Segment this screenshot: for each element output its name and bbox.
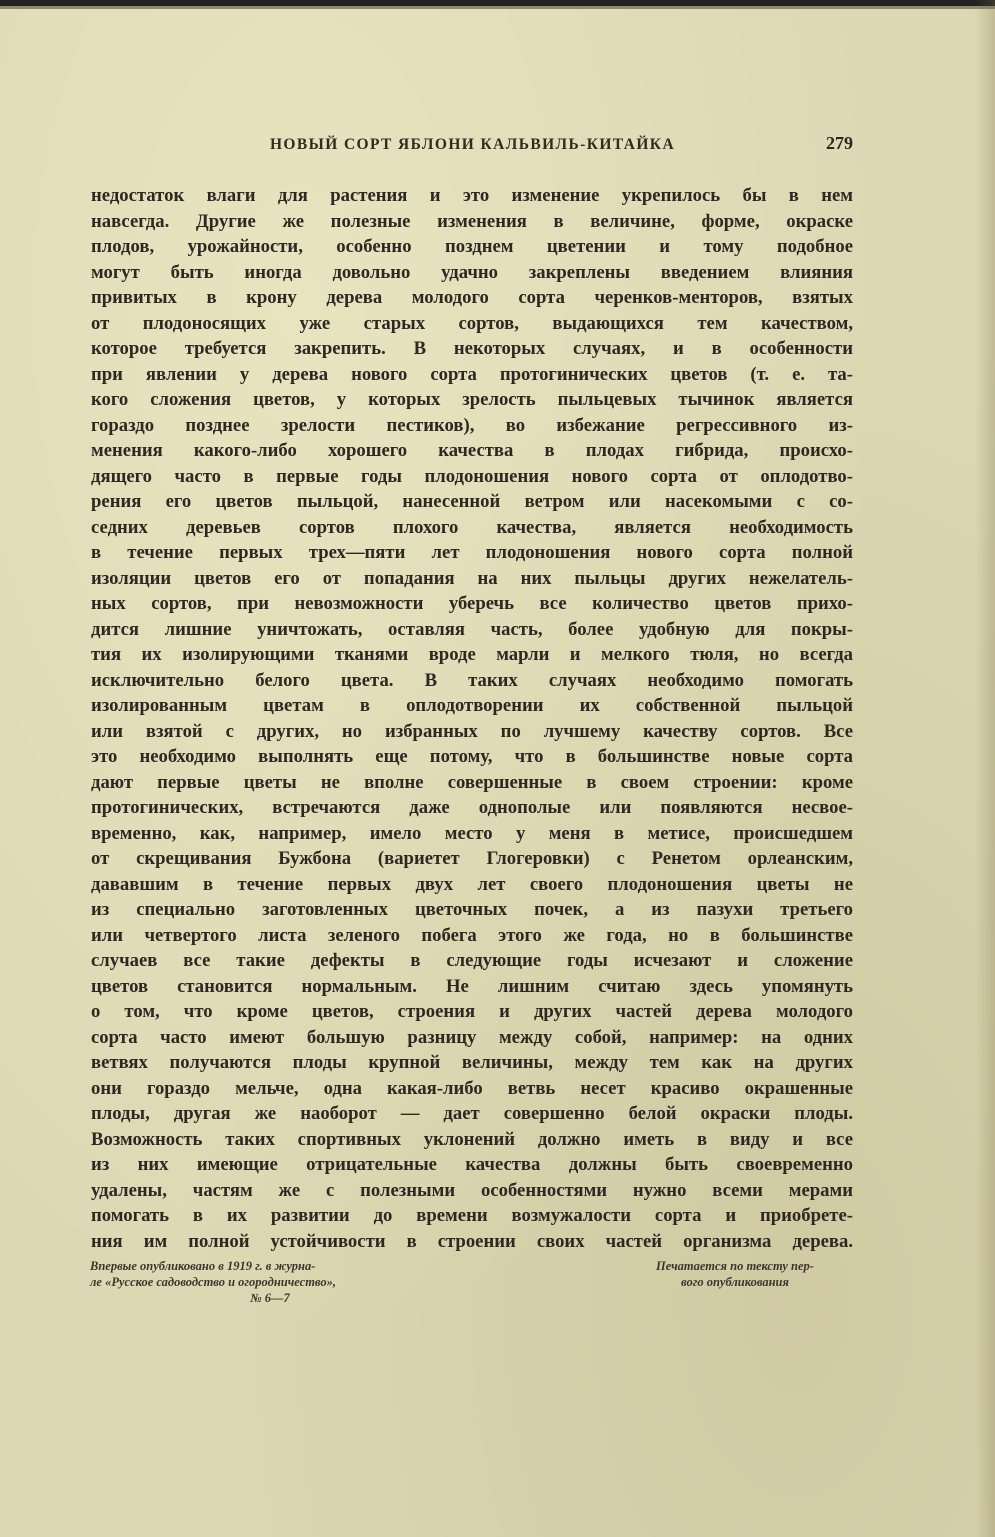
text-line: Возможность таких спортивных уклонений должно иметь в виду и все — [91, 1128, 853, 1150]
text-line: дящего часто в первые годы плодоношения нового сорта от оплодотво- — [91, 465, 853, 487]
text-line: привитых в крону дерева молодого сорта черенков-менторов, взятых — [91, 287, 853, 308]
text-line: менения какого-либо хорошего качества в плодах гибрида, происхо- — [91, 440, 853, 461]
page-number: 279 — [826, 133, 853, 153]
text-line: исключительно белого цвета. В таких случаях необходимо помогать — [91, 669, 853, 691]
text-line: которое требуется закрепить. В некоторых случаях, и в особенности — [91, 338, 853, 359]
text-line: рения его цветов пыльцой, нанесенной ветром или насекомыми с со- — [91, 491, 853, 512]
source-note-line-1: Печатается по тексту пер- — [656, 1259, 814, 1273]
text-line: случаев все такие дефекты в следующие годы исчезают и сложение — [91, 950, 853, 971]
text-line: сорта часто имеют большую разницу между собой, например: на одних — [91, 1026, 853, 1048]
publication-note — [90, 1258, 450, 1306]
body-text — [91, 183, 853, 1254]
text-line: седних деревьев сортов плохого качества, является необходимость — [91, 516, 853, 538]
text-line: или взятой с других, но избранных по лучшему качеству сортов. Все — [91, 720, 853, 742]
publication-note-line-1: Впервые опубликовано в 1919 г. в журна- — [90, 1259, 316, 1273]
text-line: изолированным цветам в оплодотворении их собственной пыльцой — [91, 695, 853, 716]
text-line: о том, что кроме цветов, строения и других частей дерева молодого — [91, 1001, 853, 1022]
text-line: от плодоносящих уже старых сортов, выдающихся тем качеством, — [91, 312, 853, 334]
text-line: могут быть иногда довольно удачно закреплены введением влияния — [91, 261, 853, 283]
text-line: недостаток влаги для растения и это изменение укрепилось бы в нем — [91, 185, 853, 206]
text-line: или четвертого листа зеленого побега этого же года, но в большинстве — [91, 924, 853, 946]
text-line: ветвях получаются плоды крупной величины, между тем как на других — [91, 1052, 853, 1073]
text-line: дававшим в течение первых двух лет своего плодоношения цветы не — [91, 873, 853, 895]
scan-top-shadow — [0, 6, 995, 9]
text-line: временно, как, например, имело место у меня в метисе, происшедшем — [91, 822, 853, 844]
text-line: цветов становится нормальным. Не лишним считаю здесь упомянуть — [91, 975, 853, 997]
text-line: кого сложения цветов, у которых зрелость пыльцевых тычинок является — [91, 389, 853, 410]
text-line: тия их изолирующими тканями вроде марли и мелкого тюля, но всегда — [91, 644, 853, 665]
text-line: при явлении у дерева нового сорта протогинических цветов (т. е. та- — [91, 363, 853, 385]
text-line: удалены, частям же с полезными особенностями нужно всеми мерами — [91, 1179, 853, 1201]
text-line: плодов, урожайности, особенно позднем цветении и тому подобное — [91, 236, 853, 257]
text-line: это необходимо выполнять еще потому, что в большинстве новые сорта — [91, 746, 853, 767]
text-line: плоды, другая же наоборот — дает совершенно белой окраски плоды. — [91, 1103, 853, 1124]
text-line: в течение первых трех—пяти лет плодоношения нового сорта полной — [91, 542, 853, 563]
page-right-edge-shadow — [975, 0, 995, 1537]
text-line: изоляции цветов его от попадания на них пыльцы других нежелатель- — [91, 567, 853, 589]
publication-note-line-3: № 6—7 — [250, 1291, 290, 1305]
text-line: гораздо позднее зрелости пестиков), во избежание регрессивного из- — [91, 414, 853, 436]
text-line: дают первые цветы не вполне совершенные в своем строении: кроме — [91, 771, 853, 793]
text-line: из них имеющие отрицательные качества должны быть своевременно — [91, 1154, 853, 1175]
running-title: НОВЫЙ СОРТ ЯБЛОНИ КАЛЬВИЛЬ-КИТАЙКА — [269, 136, 676, 153]
text-line: навсегда. Другие же полезные изменения в величине, форме, окраске — [91, 210, 853, 232]
text-line: помогать в их развитии до времени возмужалости сорта и приобрете- — [91, 1205, 853, 1226]
source-note-line-2: вого опубликования — [681, 1275, 789, 1289]
text-line: от скрещивания Бужбона (вариетет Глогеровки) с Ренетом орлеанским, — [91, 848, 853, 869]
publication-note-line-2: ле «Русское садоводство и огородничество», — [90, 1275, 336, 1289]
source-note — [600, 1258, 870, 1290]
text-line: из специально заготовленных цветочных почек, а из пазухи третьего — [91, 899, 853, 920]
text-line: ния им полной устойчивости в строении своих частей организма дерева. — [91, 1230, 853, 1252]
page-header — [90, 133, 855, 158]
text-line: дится лишние уничтожать, оставляя часть, более удобную для покры- — [91, 618, 853, 640]
text-line: протогинических, встречаются даже однополые или появляются несвое- — [91, 797, 853, 818]
text-line: ных сортов, при невозможности уберечь все количество цветов прихо- — [91, 593, 853, 614]
text-line: они гораздо мельче, одна какая-либо ветвь несет красиво окрашенные — [91, 1077, 853, 1099]
